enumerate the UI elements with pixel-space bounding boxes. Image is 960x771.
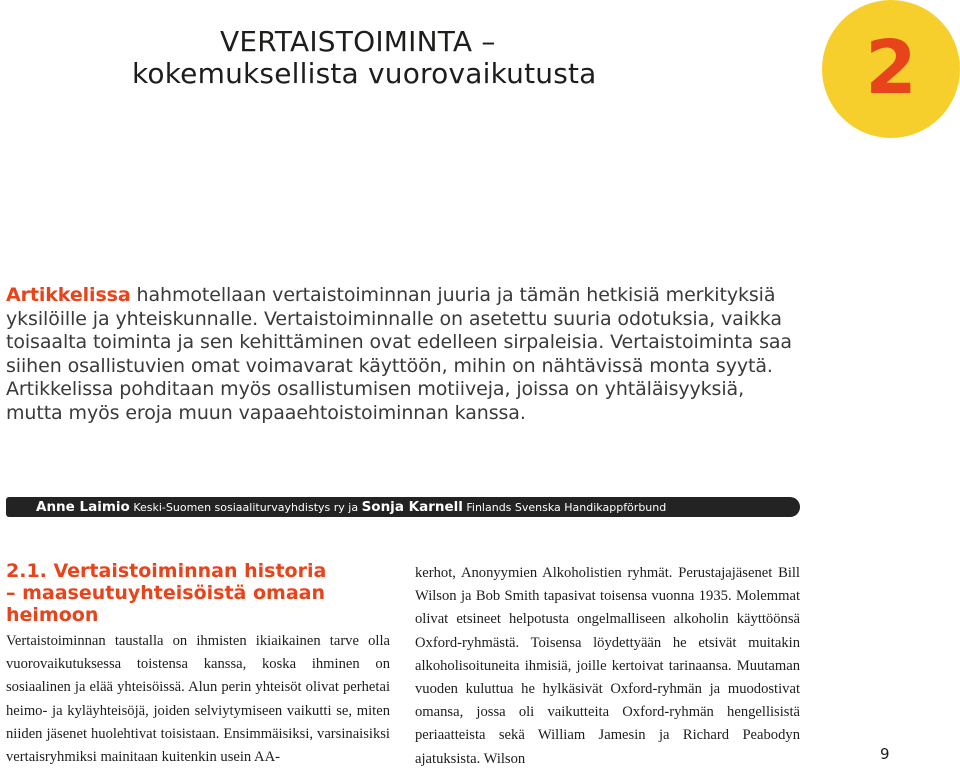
author-1-org: Keski-Suomen sosiaaliturvayhdistys ry [133, 501, 345, 514]
author-conjunction: ja [348, 501, 359, 514]
chapter-number-badge [822, 0, 960, 138]
author-bar [6, 497, 800, 517]
abstract [6, 284, 806, 425]
section-heading [6, 560, 390, 626]
author-2-name: Sonja Karnell [361, 499, 463, 515]
left-column [6, 560, 390, 769]
author-line [6, 497, 800, 517]
page-header [132, 26, 752, 90]
right-column [415, 562, 800, 771]
abstract-lead: Artikkelissa [6, 284, 131, 306]
section-heading-line-1: 2.1. Vertaistoiminnan historia [6, 560, 327, 582]
author-1-name: Anne Laimio [36, 499, 130, 515]
abstract-text: hahmotellaan vertaistoiminnan juuria ja tämän hetkisiä merkityksiä yksilöille ja yhteiskunnalle. Vertaistoiminnalle on asetettu suuria odotuksia, vaikka toisaalta toiminta ja sen kehittäminen ovat edelleen sirpaleisia. Vertaistoiminta saa siihen osallistuvien omat voimavarat käyttöön, mihin on nähtävissä monta syytä. Artikkelissa pohditaan myös osallistumisen motiiveja, joissa on yhtäläisyyksiä, mutta myös eroja muun vapaaehtoistoiminnan kanssa. [6, 284, 792, 424]
left-body-text: Vertaistoiminnan taustalla on ihmisten ikiaikainen tarve olla vuorovaikutuksessa toistensa kanssa, koska ihminen on sosiaalinen ja elää yhteisöissä. Alun perin yhteisöt olivat perhetai heimo- ja kyläyhteisöjä, joiden selviytymiseen vaikutti se, miten niiden jäsenet huolehtivat toisistaan. Ensimmäisiksi, varsinaisiksi vertaisryhmiksi mainitaan kuitenkin usein AA- [6, 633, 390, 766]
chapter-title-line-2: kokemuksellista vuorovaikutusta [132, 57, 597, 90]
author-2-org: Finlands Svenska Handikappförbund [466, 501, 667, 514]
section-heading-line-2: – maaseutuyhteisöistä omaan heimoon [6, 582, 326, 626]
chapter-title-line-1: VERTAISTOIMINTA – [220, 25, 496, 58]
right-body-text: kerhot, Anonyymien Alkoholistien ryhmät. Perustajajäsenet Bill Wilson ja Bob Smith tapasivat toisensa vuonna 1935. Molemmat olivat etsineet helpotusta ongelmalliseen alkoholin käyttöönsä Oxford-ryhmästä. Toisensa löydettyään he etsivät muitakin alkoholisoituneita ihmisiä, joille kertoivat tarinaansa. Muutaman vuoden kuluttua he hylkäsivät Oxford-ryhmän ja muodostivat omansa, jossa oli vaikutteita Oxford-ryhmän hengellisistä periaatteista sekä William Jamesin ja Richard Peabodyn ajatuksista. Wilson [415, 565, 800, 767]
page-number: 9 [880, 745, 890, 763]
chapter-number: 2 [865, 25, 917, 111]
